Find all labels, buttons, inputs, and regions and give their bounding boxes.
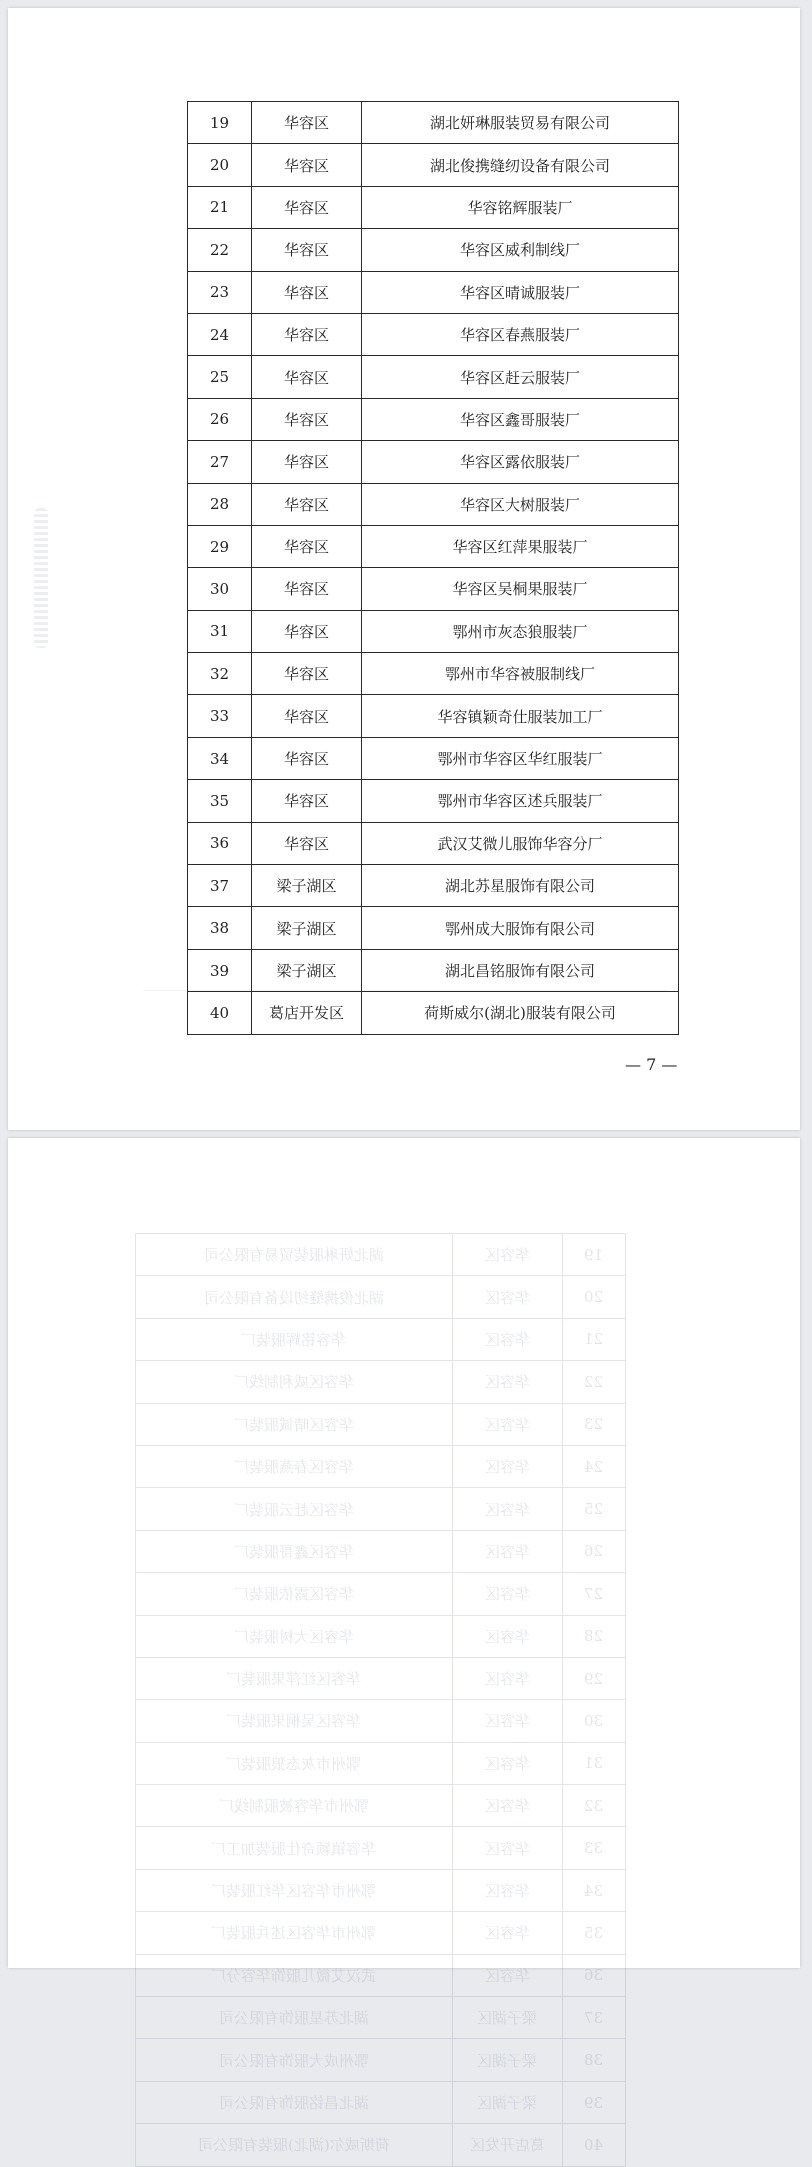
table-row [188, 822, 679, 864]
mirrored-text: 荷斯威尔(湖北)服装有限公司 [198, 2136, 390, 2155]
table-row [188, 695, 679, 737]
table-row [188, 610, 679, 652]
mirrored-text: 华容区 [484, 1246, 530, 1265]
ghost-row [136, 1827, 626, 1869]
ghost-district-cell [453, 2124, 563, 2166]
mirrored-text: 鄂州市华容区述兵服装厂 [211, 1924, 377, 1943]
table-row [188, 483, 679, 525]
mirrored-text: 华容区 [484, 1924, 530, 1943]
mirrored-text: 华容区大树服装厂 [233, 1627, 354, 1646]
ghost-row [136, 1615, 626, 1657]
table-row [188, 949, 679, 991]
mirrored-text: 华容区晴诚服装厂 [233, 1415, 354, 1434]
mirrored-text: 24 [584, 1457, 604, 1476]
ghost-row [136, 1403, 626, 1445]
ghost-number-cell [563, 1445, 626, 1487]
mirrored-text: 华容区春燕服装厂 [233, 1458, 354, 1477]
ghost-company-cell [136, 1573, 453, 1615]
ghost-company-cell [136, 1318, 453, 1360]
ghost-row [136, 1361, 626, 1403]
ghost-district-cell [453, 1276, 563, 1318]
ghost-row [136, 1785, 626, 1827]
company-name-cell: 华容铭辉服装厂 [362, 186, 679, 228]
row-number-cell: 39 [188, 949, 252, 991]
mirrored-text: 华容区 [484, 1542, 530, 1561]
ghost-company-cell [136, 2081, 453, 2123]
ghost-row [136, 1742, 626, 1784]
row-number-cell: 27 [188, 441, 252, 483]
company-name-cell: 荷斯威尔(湖北)服装有限公司 [362, 992, 679, 1034]
row-number-cell: 33 [188, 695, 252, 737]
ghost-district-cell [453, 1657, 563, 1699]
ghost-district-cell [453, 1997, 563, 2039]
mirrored-text: 23 [584, 1415, 604, 1434]
company-name-cell: 湖北妍琳服装贸易有限公司 [362, 102, 679, 144]
mirrored-text: 28 [584, 1627, 604, 1646]
table-row [188, 186, 679, 228]
ghost-row [136, 1488, 626, 1530]
mirrored-text: 35 [584, 1923, 604, 1942]
mirrored-text: 华容区 [484, 1670, 530, 1689]
ghost-row [136, 2081, 626, 2123]
district-cell: 华容区 [252, 737, 362, 779]
ghost-row [136, 1869, 626, 1911]
table-row [188, 737, 679, 779]
mirrored-text: 华容区 [484, 1458, 530, 1477]
mirrored-text: 梁子湖区 [477, 2009, 538, 2028]
ghost-row [136, 1657, 626, 1699]
row-number-cell: 20 [188, 144, 252, 186]
ghost-number-cell [563, 1615, 626, 1657]
mirrored-text: 22 [584, 1372, 604, 1391]
ghost-number-cell [563, 1573, 626, 1615]
mirrored-text: 30 [584, 1711, 604, 1730]
mirrored-text: 华容区 [484, 1330, 530, 1349]
mirrored-text: 37 [584, 2008, 604, 2027]
mirrored-text: 华容区露依服装厂 [233, 1585, 354, 1604]
mirrored-text: 32 [584, 1796, 604, 1815]
company-name-cell: 华容区鑫哥服装厂 [362, 398, 679, 440]
row-number-cell: 23 [188, 271, 252, 313]
company-name-cell: 鄂州市灰态狼服装厂 [362, 610, 679, 652]
ghost-district-cell [453, 1615, 563, 1657]
ghost-company-cell [136, 1827, 453, 1869]
row-number-cell: 30 [188, 568, 252, 610]
row-number-cell: 26 [188, 398, 252, 440]
row-number-cell: 32 [188, 653, 252, 695]
ghost-district-cell [453, 1488, 563, 1530]
mirrored-text: 湖北俊携缝纫设备有限公司 [203, 1288, 384, 1307]
mirrored-text: 华容镇颖奇仕服装加工厂 [211, 1839, 377, 1858]
ghost-district-cell [453, 1445, 563, 1487]
district-cell: 华容区 [252, 186, 362, 228]
row-number-cell: 25 [188, 356, 252, 398]
district-cell: 梁子湖区 [252, 907, 362, 949]
show-through-table [135, 1233, 626, 2167]
row-number-cell: 24 [188, 313, 252, 355]
mirrored-text: 华容区 [484, 1627, 530, 1646]
ghost-company-cell [136, 2039, 453, 2081]
ghost-row [136, 1530, 626, 1572]
district-cell: 华容区 [252, 441, 362, 483]
mirrored-text: 梁子湖区 [477, 2051, 538, 2070]
ghost-company-cell [136, 1403, 453, 1445]
ghost-company-cell [136, 1361, 453, 1403]
mirrored-text: 31 [584, 1754, 604, 1773]
ghost-company-cell [136, 2124, 453, 2166]
row-number-cell: 28 [188, 483, 252, 525]
ghost-number-cell [563, 1657, 626, 1699]
district-cell: 华容区 [252, 780, 362, 822]
mirrored-text: 华容区 [484, 1754, 530, 1773]
ghost-company-cell [136, 1742, 453, 1784]
mirrored-text: 湖北妍琳服装贸易有限公司 [203, 1246, 384, 1265]
mirrored-text: 34 [584, 1881, 604, 1900]
ghost-number-cell [563, 2124, 626, 2166]
row-number-cell: 31 [188, 610, 252, 652]
ghost-company-cell [136, 1657, 453, 1699]
district-cell: 华容区 [252, 356, 362, 398]
mirrored-text: 鄂州市灰态狼服装厂 [226, 1754, 362, 1773]
company-name-cell: 鄂州市华容区述兵服装厂 [362, 780, 679, 822]
company-name-cell: 华容区大树服装厂 [362, 483, 679, 525]
mirrored-text: 19 [584, 1245, 604, 1264]
mirrored-text: 鄂州市华容被服制线厂 [218, 1797, 369, 1816]
row-number-cell: 37 [188, 865, 252, 907]
mirrored-text: 38 [584, 2051, 604, 2070]
table-row [188, 313, 679, 355]
mirrored-text: 29 [584, 1669, 604, 1688]
row-number-cell: 22 [188, 229, 252, 271]
mirrored-text: 鄂州成大服饰有限公司 [218, 2051, 369, 2070]
ghost-company-cell [136, 1445, 453, 1487]
ghost-number-cell [563, 1276, 626, 1318]
mirrored-text: 华容区红萍果服装厂 [226, 1670, 362, 1689]
ghost-number-cell [563, 2081, 626, 2123]
ghost-district-cell [453, 1403, 563, 1445]
ghost-district-cell [453, 1912, 563, 1954]
table-row [188, 271, 679, 313]
district-cell: 华容区 [252, 695, 362, 737]
mirrored-text: 华容区 [484, 1882, 530, 1901]
ghost-row [136, 1997, 626, 2039]
ghost-row [136, 1700, 626, 1742]
ghost-district-cell [453, 2081, 563, 2123]
ghost-district-cell [453, 1954, 563, 1996]
table-row [188, 780, 679, 822]
ghost-number-cell [563, 1869, 626, 1911]
mirrored-text: 华容区 [484, 1415, 530, 1434]
page-number: — 7 — [625, 1055, 678, 1074]
company-name-cell: 鄂州市华容被服制线厂 [362, 653, 679, 695]
company-name-cell: 华容区赶云服装厂 [362, 356, 679, 398]
district-cell: 华容区 [252, 483, 362, 525]
table-row [188, 865, 679, 907]
row-number-cell: 36 [188, 822, 252, 864]
ghost-number-cell [563, 1318, 626, 1360]
table-row [188, 356, 679, 398]
ghost-number-cell [563, 2039, 626, 2081]
company-name-cell: 华容镇颖奇仕服装加工厂 [362, 695, 679, 737]
district-cell: 梁子湖区 [252, 865, 362, 907]
ghost-number-cell [563, 1234, 626, 1276]
mirrored-text: 湖北苏星服饰有限公司 [218, 2009, 369, 2028]
mirrored-text: 湖北昌铭服饰有限公司 [218, 2094, 369, 2112]
mirrored-text: 华容区 [484, 1373, 530, 1392]
district-cell: 华容区 [252, 568, 362, 610]
row-number-cell: 34 [188, 737, 252, 779]
mirrored-text: 华容铭辉服装厂 [241, 1330, 347, 1349]
mirrored-text: 华容区 [484, 1288, 530, 1307]
ghost-number-cell [563, 1700, 626, 1742]
company-name-cell: 华容区晴诚服装厂 [362, 271, 679, 313]
mirrored-text: 华容区鑫哥服装厂 [233, 1542, 354, 1561]
mirrored-text: 华容区 [484, 1839, 530, 1858]
mirrored-text: 39 [584, 2093, 604, 2112]
ghost-row [136, 2039, 626, 2081]
company-name-cell: 湖北苏星服饰有限公司 [362, 865, 679, 907]
district-cell: 华容区 [252, 822, 362, 864]
ghost-company-cell [136, 1954, 453, 1996]
ghost-number-cell [563, 1488, 626, 1530]
row-number-cell: 19 [188, 102, 252, 144]
row-number-cell: 38 [188, 907, 252, 949]
district-cell: 华容区 [252, 313, 362, 355]
ghost-district-cell [453, 1318, 563, 1360]
district-cell: 华容区 [252, 525, 362, 567]
company-name-cell: 武汉艾微儿服饰华容分厂 [362, 822, 679, 864]
district-cell: 华容区 [252, 144, 362, 186]
table-row [188, 398, 679, 440]
ghost-row [136, 1954, 626, 1996]
ghost-number-cell [563, 1403, 626, 1445]
ghost-number-cell [563, 1912, 626, 1954]
table-row [188, 653, 679, 695]
ghost-district-cell [453, 1742, 563, 1784]
ghost-number-cell [563, 1785, 626, 1827]
company-name-cell: 华容区吴桐果服装厂 [362, 568, 679, 610]
ghost-company-cell [136, 1276, 453, 1318]
company-name-cell: 华容区威利制线厂 [362, 229, 679, 271]
ghost-company-cell [136, 1234, 453, 1276]
mirrored-text: 华容区 [484, 1966, 530, 1985]
ghost-number-cell [563, 1954, 626, 1996]
ghost-row [136, 1445, 626, 1487]
company-name-cell: 湖北昌铭服饰有限公司 [362, 949, 679, 991]
mirrored-text: 华容区吴桐果服装厂 [226, 1712, 362, 1731]
table-row [188, 102, 679, 144]
mirrored-text: 华容区威利制线厂 [233, 1373, 354, 1392]
ghost-number-cell [563, 1361, 626, 1403]
row-number-cell: 29 [188, 525, 252, 567]
table-row [188, 441, 679, 483]
mirrored-text: 33 [584, 1839, 604, 1858]
district-cell: 华容区 [252, 610, 362, 652]
ghost-number-cell [563, 1530, 626, 1572]
mirrored-text: 葛店开发区 [469, 2136, 545, 2155]
mirrored-text: 21 [584, 1330, 604, 1349]
table-row [188, 907, 679, 949]
company-name-cell: 湖北俊携缝纫设备有限公司 [362, 144, 679, 186]
mirrored-text: 鄂州市华容区华红服装厂 [211, 1882, 377, 1901]
row-number-cell: 35 [188, 780, 252, 822]
district-cell: 华容区 [252, 398, 362, 440]
row-number-cell: 40 [188, 992, 252, 1034]
ghost-row [136, 2124, 626, 2166]
document-page-7 [8, 8, 800, 1130]
ghost-company-cell [136, 1785, 453, 1827]
district-cell: 华容区 [252, 271, 362, 313]
ghost-company-cell [136, 1615, 453, 1657]
district-cell: 梁子湖区 [252, 949, 362, 991]
district-cell: 葛店开发区 [252, 992, 362, 1034]
mirrored-text: 25 [584, 1500, 604, 1519]
company-name-cell: 华容区红萍果服装厂 [362, 525, 679, 567]
mirrored-text: 华容区 [484, 1500, 530, 1519]
enterprise-list-table [187, 101, 679, 1035]
ghost-row [136, 1234, 626, 1276]
ghost-company-cell [136, 1488, 453, 1530]
ghost-district-cell [453, 1361, 563, 1403]
ghost-row [136, 1573, 626, 1615]
ghost-number-cell [563, 1827, 626, 1869]
mirrored-text: 27 [584, 1584, 604, 1603]
ghost-number-cell [563, 1997, 626, 2039]
district-cell: 华容区 [252, 229, 362, 271]
table-row [188, 525, 679, 567]
mirrored-text: 华容区 [484, 1585, 530, 1604]
mirrored-text: 华容区赶云服装厂 [233, 1500, 354, 1519]
company-name-cell: 鄂州成大服饰有限公司 [362, 907, 679, 949]
mirrored-text: 武汉艾微儿服饰华容分厂 [211, 1966, 377, 1985]
scan-artifact [34, 508, 48, 648]
mirrored-text: 36 [584, 1966, 604, 1985]
ghost-row [136, 1912, 626, 1954]
ghost-district-cell [453, 1234, 563, 1276]
table-row [188, 229, 679, 271]
table-row [188, 144, 679, 186]
mirrored-text: 华容区 [484, 1712, 530, 1731]
table-row [188, 992, 679, 1034]
ghost-row [136, 1276, 626, 1318]
ghost-district-cell [453, 1827, 563, 1869]
ghost-district-cell [453, 1869, 563, 1911]
row-number-cell: 21 [188, 186, 252, 228]
mirrored-text: 40 [584, 2135, 604, 2154]
mirrored-text: 梁子湖区 [477, 2094, 538, 2112]
ghost-company-cell [136, 1530, 453, 1572]
district-cell: 华容区 [252, 102, 362, 144]
district-cell: 华容区 [252, 653, 362, 695]
ghost-district-cell [453, 1785, 563, 1827]
company-name-cell: 鄂州市华容区华红服装厂 [362, 737, 679, 779]
document-page-8-show-through [8, 1138, 800, 2155]
company-name-cell: 华容区露依服装厂 [362, 441, 679, 483]
ghost-company-cell [136, 1997, 453, 2039]
table-row [188, 568, 679, 610]
mirrored-text: 26 [584, 1542, 604, 1561]
ghost-company-cell [136, 1912, 453, 1954]
company-name-cell: 华容区春燕服装厂 [362, 313, 679, 355]
ghost-district-cell [453, 2039, 563, 2081]
ghost-number-cell [563, 1742, 626, 1784]
ghost-district-cell [453, 1573, 563, 1615]
ghost-company-cell [136, 1869, 453, 1911]
ghost-district-cell [453, 1530, 563, 1572]
ghost-row [136, 1318, 626, 1360]
mirrored-text: 华容区 [484, 1797, 530, 1816]
ghost-company-cell [136, 1700, 453, 1742]
mirrored-text: 20 [584, 1288, 604, 1307]
ghost-district-cell [453, 1700, 563, 1742]
